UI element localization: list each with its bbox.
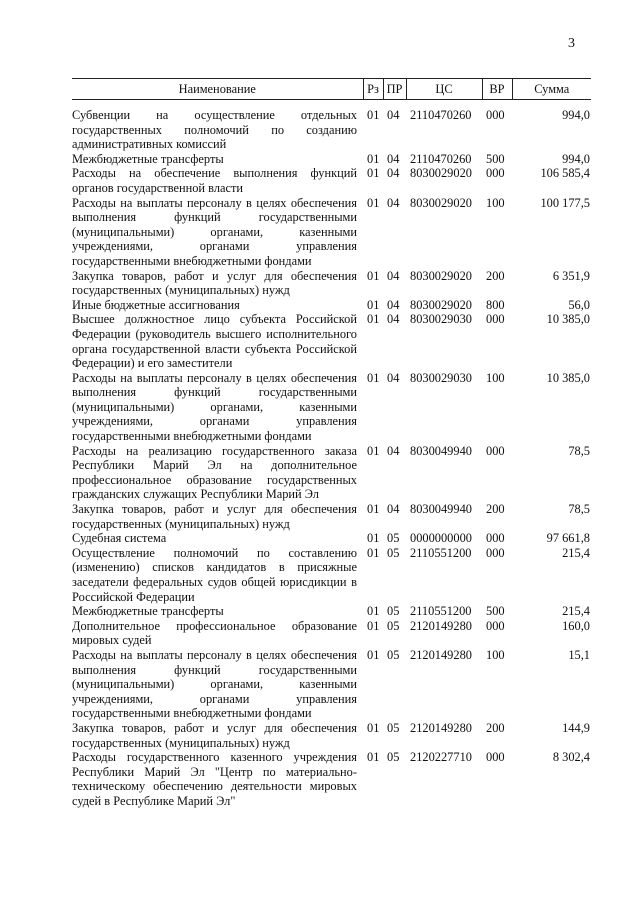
cell-sum: 100 177,5 [540, 195, 590, 210]
cell-rz: 01 [367, 531, 380, 546]
cell-cs: 8030049940 [410, 502, 472, 517]
cell-pr: 04 [387, 297, 400, 312]
cell-cs: 8030049940 [410, 443, 472, 458]
cell-rz: 01 [367, 370, 380, 385]
cell-rz: 01 [367, 312, 380, 327]
cell-pr: 04 [387, 108, 400, 122]
cell-cs: 8030029020 [410, 268, 472, 283]
cell-rz: 01 [367, 443, 380, 458]
cell-vr: 000 [486, 618, 505, 633]
cell-pr: 04 [387, 312, 400, 327]
cell-rz: 01 [367, 750, 380, 765]
table-header-row [72, 79, 591, 100]
cell-sum: 215,4 [562, 604, 590, 619]
cell-name: Закупка товаров, работ и услуг для обеспечения государственных (муниципальных) нужд [72, 268, 357, 298]
header-cs: ЦС [406, 79, 482, 100]
cell-rz: 01 [367, 268, 380, 283]
cell-vr: 000 [486, 531, 505, 546]
cell-pr: 04 [387, 166, 400, 181]
cell-rz: 01 [367, 151, 380, 166]
cell-vr: 800 [486, 297, 505, 312]
header-pr: ПР [383, 79, 406, 100]
cell-pr: 05 [387, 604, 400, 619]
cell-pr: 05 [387, 647, 400, 662]
cell-cs: 2110551200 [410, 545, 472, 560]
cell-name: Расходы на выплаты персоналу в целях обеспечения выполнения функций государственными (муниципальными) органами, казенными учреждениями, органами управления государственными внебюджетными фондами [72, 370, 357, 444]
cell-cs: 2110470260 [410, 151, 472, 166]
cell-sum: 994,0 [562, 108, 590, 122]
cell-pr: 05 [387, 720, 400, 735]
table-row [72, 531, 591, 546]
cell-rz: 01 [367, 604, 380, 619]
cell-pr: 04 [387, 370, 400, 385]
cell-name: Осуществление полномочий по составлению (изменению) списков кандидатов в присяжные заседатели федеральных судов общей юрисдикции в Российской Федерации [72, 545, 357, 604]
cell-pr: 04 [387, 502, 400, 517]
cell-rz: 01 [367, 720, 380, 735]
cell-name: Расходы на выплаты персоналу в целях обеспечения выполнения функций государственными (муниципальными) органами, казенными учреждениями, органами управления государственными внебюджетными фондами [72, 647, 357, 721]
table-row [72, 196, 591, 269]
cell-cs: 2110551200 [410, 604, 472, 619]
cell-pr: 04 [387, 195, 400, 210]
header-name: Наименование [72, 79, 363, 100]
cell-sum: 78,5 [568, 502, 590, 517]
header-vr: ВР [482, 79, 512, 100]
table-row [72, 648, 591, 721]
cell-name: Расходы государственного казенного учреждения Республики Марий Эл "Центр по материально-техническому обеспечению деятельности мировых судей в Республике Марий Эл" [72, 750, 357, 808]
cell-pr: 05 [387, 531, 400, 546]
cell-sum: 106 585,4 [540, 166, 590, 181]
cell-vr: 100 [486, 370, 505, 385]
cell-cs: 8030029020 [410, 166, 472, 181]
cell-vr: 200 [486, 720, 505, 735]
cell-name: Расходы на реализацию государственного заказа Республики Марий Эл на дополнительное профессиональное образование государственных гражданских служащих Республики Марий Эл [72, 443, 357, 502]
cell-vr: 000 [486, 750, 505, 765]
cell-name: Межбюджетные трансферты [72, 151, 224, 166]
cell-name: Закупка товаров, работ и услуг для обеспечения государственных (муниципальных) нужд [72, 720, 357, 750]
cell-cs: 2120149280 [410, 618, 472, 633]
table-row [72, 604, 591, 619]
cell-vr: 100 [486, 195, 505, 210]
cell-name: Иные бюджетные ассигнования [72, 297, 240, 312]
cell-sum: 15,1 [568, 647, 590, 662]
cell-vr: 000 [486, 443, 505, 458]
header-sum: Сумма [512, 79, 591, 100]
cell-sum: 215,4 [562, 545, 590, 560]
cell-sum: 144,9 [562, 720, 590, 735]
table-row [72, 312, 591, 370]
cell-name: Закупка товаров, работ и услуг для обеспечения государственных (муниципальных) нужд [72, 502, 357, 531]
cell-sum: 160,0 [562, 618, 590, 633]
cell-sum: 8 302,4 [552, 750, 590, 765]
cell-name: Субвенции на осуществление отдельных государственных полномочий по созданию административных комиссий [72, 108, 357, 152]
cell-rz: 01 [367, 502, 380, 517]
cell-vr: 000 [486, 312, 505, 327]
cell-pr: 04 [387, 151, 400, 166]
cell-vr: 500 [486, 151, 505, 166]
table-row [72, 100, 591, 152]
cell-cs: 8030029030 [410, 370, 472, 385]
cell-rz: 01 [367, 195, 380, 210]
cell-pr: 04 [387, 443, 400, 458]
cell-cs: 0000000000 [410, 531, 472, 546]
page-number: 3 [568, 36, 575, 51]
table-row [72, 371, 591, 444]
cell-name: Дополнительное профессиональное образование мировых судей [72, 618, 357, 648]
cell-rz: 01 [367, 108, 380, 122]
cell-vr: 000 [486, 166, 505, 181]
cell-rz: 01 [367, 618, 380, 633]
cell-sum: 10 385,0 [546, 312, 590, 327]
cell-sum: 78,5 [568, 443, 590, 458]
cell-sum: 10 385,0 [546, 370, 590, 385]
cell-cs: 8030029020 [410, 195, 472, 210]
cell-cs: 8030029020 [410, 297, 472, 312]
cell-vr: 500 [486, 604, 505, 619]
cell-name: Расходы на обеспечение выполнения функций органов государственной власти [72, 166, 357, 195]
cell-vr: 100 [486, 647, 505, 662]
cell-pr: 05 [387, 618, 400, 633]
cell-pr: 04 [387, 268, 400, 283]
cell-name: Судебная система [72, 531, 167, 546]
cell-sum: 994,0 [562, 151, 590, 166]
cell-cs: 2120149280 [410, 647, 472, 662]
cell-cs: 2120227710 [410, 750, 472, 765]
cell-name: Межбюджетные трансферты [72, 604, 224, 619]
table-row [72, 502, 591, 531]
table-row [72, 619, 591, 648]
cell-name: Расходы на выплаты персоналу в целях обеспечения выполнения функций государственными (муниципальными) органами, казенными учреждениями, органами управления государственными внебюджетными фондами [72, 195, 357, 268]
table-row [72, 298, 591, 313]
table-row [72, 546, 591, 604]
cell-pr: 05 [387, 545, 400, 560]
cell-rz: 01 [367, 297, 380, 312]
table-row [72, 166, 591, 195]
cell-pr: 05 [387, 750, 400, 765]
cell-vr: 000 [486, 108, 505, 122]
cell-cs: 2110470260 [410, 108, 472, 122]
cell-sum: 97 661,8 [546, 531, 590, 546]
cell-rz: 01 [367, 545, 380, 560]
cell-sum: 56,0 [568, 297, 590, 312]
table-row [72, 721, 591, 750]
cell-sum: 6 351,9 [552, 268, 590, 283]
budget-table [72, 78, 591, 809]
table-row [72, 444, 591, 502]
cell-vr: 200 [486, 502, 505, 517]
table-row [72, 152, 591, 167]
cell-rz: 01 [367, 166, 380, 181]
table-body [72, 100, 591, 809]
cell-cs: 8030029030 [410, 312, 472, 327]
table-row [72, 269, 591, 298]
cell-name: Высшее должностное лицо субъекта Российской Федерации (руководитель высшего исполнительного органа государственной власти субъекта Российской Федерации) и его заместители [72, 312, 357, 371]
cell-cs: 2120149280 [410, 720, 472, 735]
cell-vr: 000 [486, 545, 505, 560]
table-row [72, 750, 591, 808]
cell-rz: 01 [367, 647, 380, 662]
header-rz: Рз [363, 79, 383, 100]
cell-vr: 200 [486, 268, 505, 283]
